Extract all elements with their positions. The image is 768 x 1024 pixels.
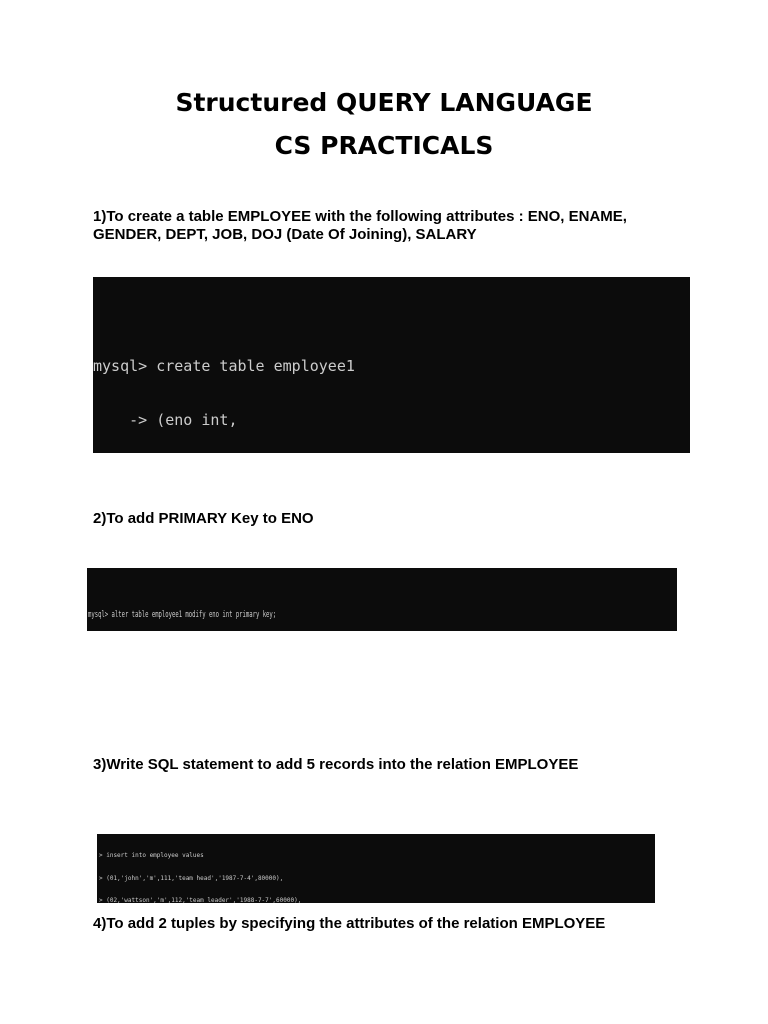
terminal-line: -> (eno int, bbox=[93, 411, 238, 429]
question-2: 2)To add PRIMARY Key to ENO bbox=[93, 510, 314, 527]
terminal-line: > (02,'wattson','m',112,'team leader','1988-7-7',60000), bbox=[99, 897, 302, 903]
terminal-screenshot-insert-records bbox=[97, 834, 661, 903]
terminal-screenshot-create-table bbox=[93, 277, 690, 453]
question-4: 4)To add 2 tuples by specifying the attributes of the relation EMPLOYEE bbox=[93, 915, 606, 932]
terminal-line: mysql> alter table employee1 modify eno int primary key; bbox=[88, 610, 277, 620]
document-title: Structured QUERY LANGUAGE bbox=[175, 88, 593, 117]
terminal-clipped-line bbox=[93, 317, 690, 321]
terminal-screenshot-primary-key bbox=[87, 568, 677, 631]
question-1: 1)To create a table EMPLOYEE with the following attributes : ENO, ENAME, GENDER, DEPT, JOB, DOJ (Date Of Joining), SALARY bbox=[93, 208, 627, 243]
question-3: 3)Write SQL statement to add 5 records into the relation EMPLOYEE bbox=[93, 756, 579, 773]
document-subtitle: CS PRACTICALS bbox=[274, 131, 494, 160]
terminal-line: > (01,'john','m',111,'team head','1987-7-4',80000), bbox=[99, 874, 284, 882]
terminal-line: mysql> create table employee1 bbox=[93, 357, 355, 375]
terminal-line: > insert into employee values bbox=[99, 852, 204, 859]
